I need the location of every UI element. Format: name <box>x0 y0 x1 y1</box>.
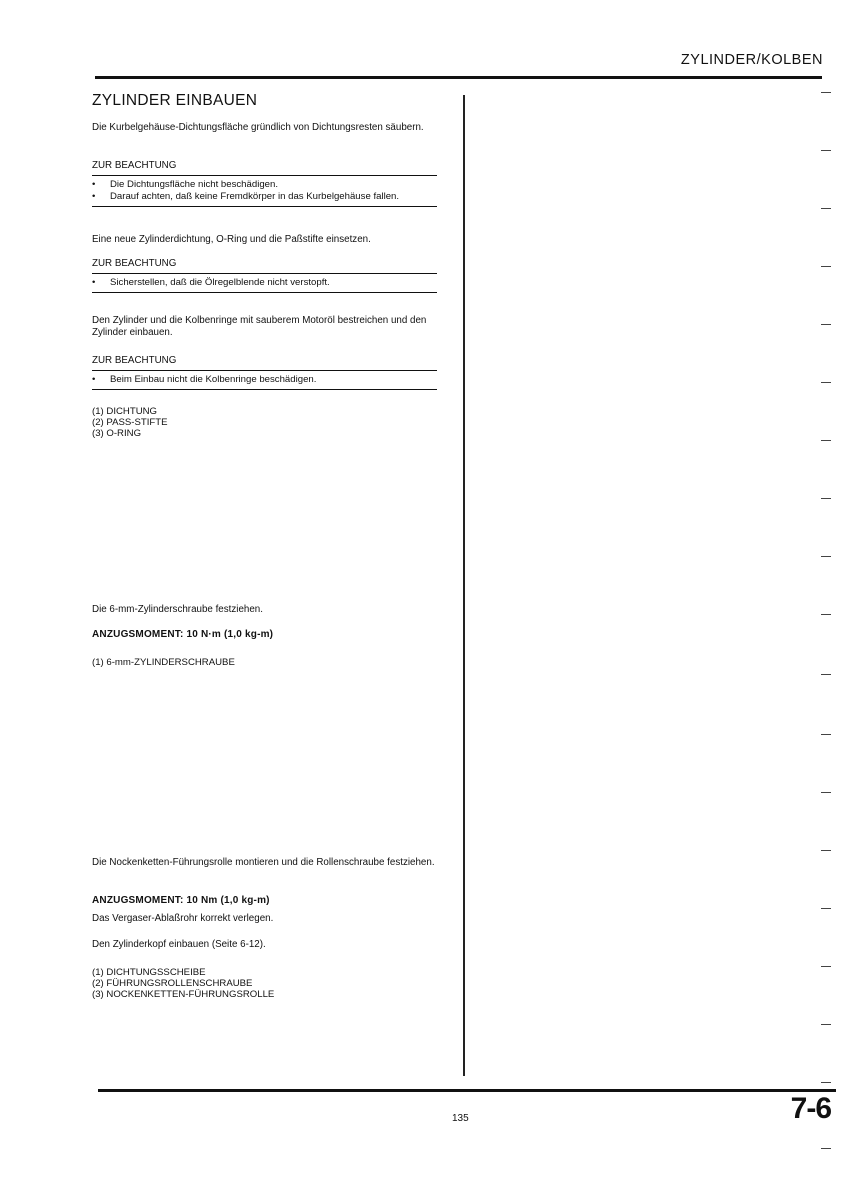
margin-tick <box>821 734 831 735</box>
legend-3 <box>92 967 274 1000</box>
step-tighten-bolt: Die 6-mm-Zylinderschraube festziehen. <box>92 604 263 615</box>
legend-item: (1) DICHTUNG <box>92 406 158 417</box>
margin-tick <box>821 1024 831 1025</box>
note-heading-2: ZUR BEACHTUNG <box>92 258 177 269</box>
running-header-title: ZYLINDER/KOLBEN <box>680 52 823 68</box>
section-title: ZYLINDER EINBAUEN <box>92 92 258 109</box>
step-install-head: Den Zylinderkopf einbauen (Seite 6-12). <box>92 939 266 950</box>
margin-tick <box>821 266 831 267</box>
margin-tick <box>821 324 831 325</box>
legend-2 <box>92 657 235 668</box>
step-install-gasket: Eine neue Zylinderdichtung, O-Ring und die Paßstifte einsetzen. <box>92 234 371 245</box>
legend-1 <box>92 406 168 439</box>
note-item: • Darauf achten, daß keine Fremdkörper in das Kurbelgehäuse fallen. <box>92 191 437 203</box>
step-install-cylinder: Den Zylinder und die Kolbenringe mit sauberem Motoröl bestreichen und den Zylinder einbauen. <box>92 315 427 338</box>
legend-item: (3) NOCKENKETTEN-FÜHRUNGSROLLE <box>92 989 275 1000</box>
legend-item: (2) PASS-STIFTE <box>92 417 168 428</box>
margin-tick <box>821 966 831 967</box>
note-box-1 <box>92 175 437 207</box>
note-item: • Die Dichtungsfläche nicht beschädigen. <box>92 179 437 191</box>
note-box-2 <box>92 273 437 293</box>
legend-item: (1) 6-mm-ZYLINDERSCHRAUBE <box>92 657 235 668</box>
margin-tick <box>821 908 831 909</box>
note-heading-3: ZUR BEACHTUNG <box>92 355 177 366</box>
torque-spec-2: ANZUGSMOMENT: 10 Nm (1,0 kg-m) <box>92 895 270 906</box>
margin-tick <box>821 792 831 793</box>
legend-item: (1) DICHTUNGSSCHEIBE <box>92 967 206 978</box>
legend-item: (3) O-RING <box>92 428 142 439</box>
note-item: • Beim Einbau nicht die Kolbenringe beschädigen. <box>92 374 437 386</box>
margin-tick <box>821 440 831 441</box>
torque-spec-1: ANZUGSMOMENT: 10 N·m (1,0 kg-m) <box>92 629 274 640</box>
column-divider <box>463 95 465 1076</box>
margin-tick <box>821 382 831 383</box>
margin-tick <box>821 556 831 557</box>
note-box-3 <box>92 370 437 390</box>
margin-tick <box>821 674 831 675</box>
page-number: 135 <box>452 1113 469 1124</box>
margin-tick <box>821 208 831 209</box>
footer-rule <box>98 1089 836 1092</box>
note-item: • Sicherstellen, daß die Ölregelblende nicht verstopft. <box>92 277 437 289</box>
margin-tick <box>821 1148 831 1149</box>
header-rule <box>95 76 822 79</box>
margin-tick <box>821 92 831 93</box>
chapter-page-number: 7-6 <box>790 1092 831 1125</box>
margin-tick <box>821 850 831 851</box>
step-guide-roller: Die Nockenketten-Führungsrolle montieren und die Rollenschraube festziehen. <box>92 857 435 868</box>
margin-tick <box>821 150 831 151</box>
margin-tick <box>821 614 831 615</box>
margin-tick <box>821 1082 831 1083</box>
note-heading-1: ZUR BEACHTUNG <box>92 160 177 171</box>
margin-tick <box>821 498 831 499</box>
legend-item: (2) FÜHRUNGSROLLENSCHRAUBE <box>92 978 253 989</box>
step-clean-surface: Die Kurbelgehäuse-Dichtungsfläche gründlich von Dichtungsresten säubern. <box>92 122 424 133</box>
step-route-drain-tube: Das Vergaser-Ablaßrohr korrekt verlegen. <box>92 913 274 924</box>
